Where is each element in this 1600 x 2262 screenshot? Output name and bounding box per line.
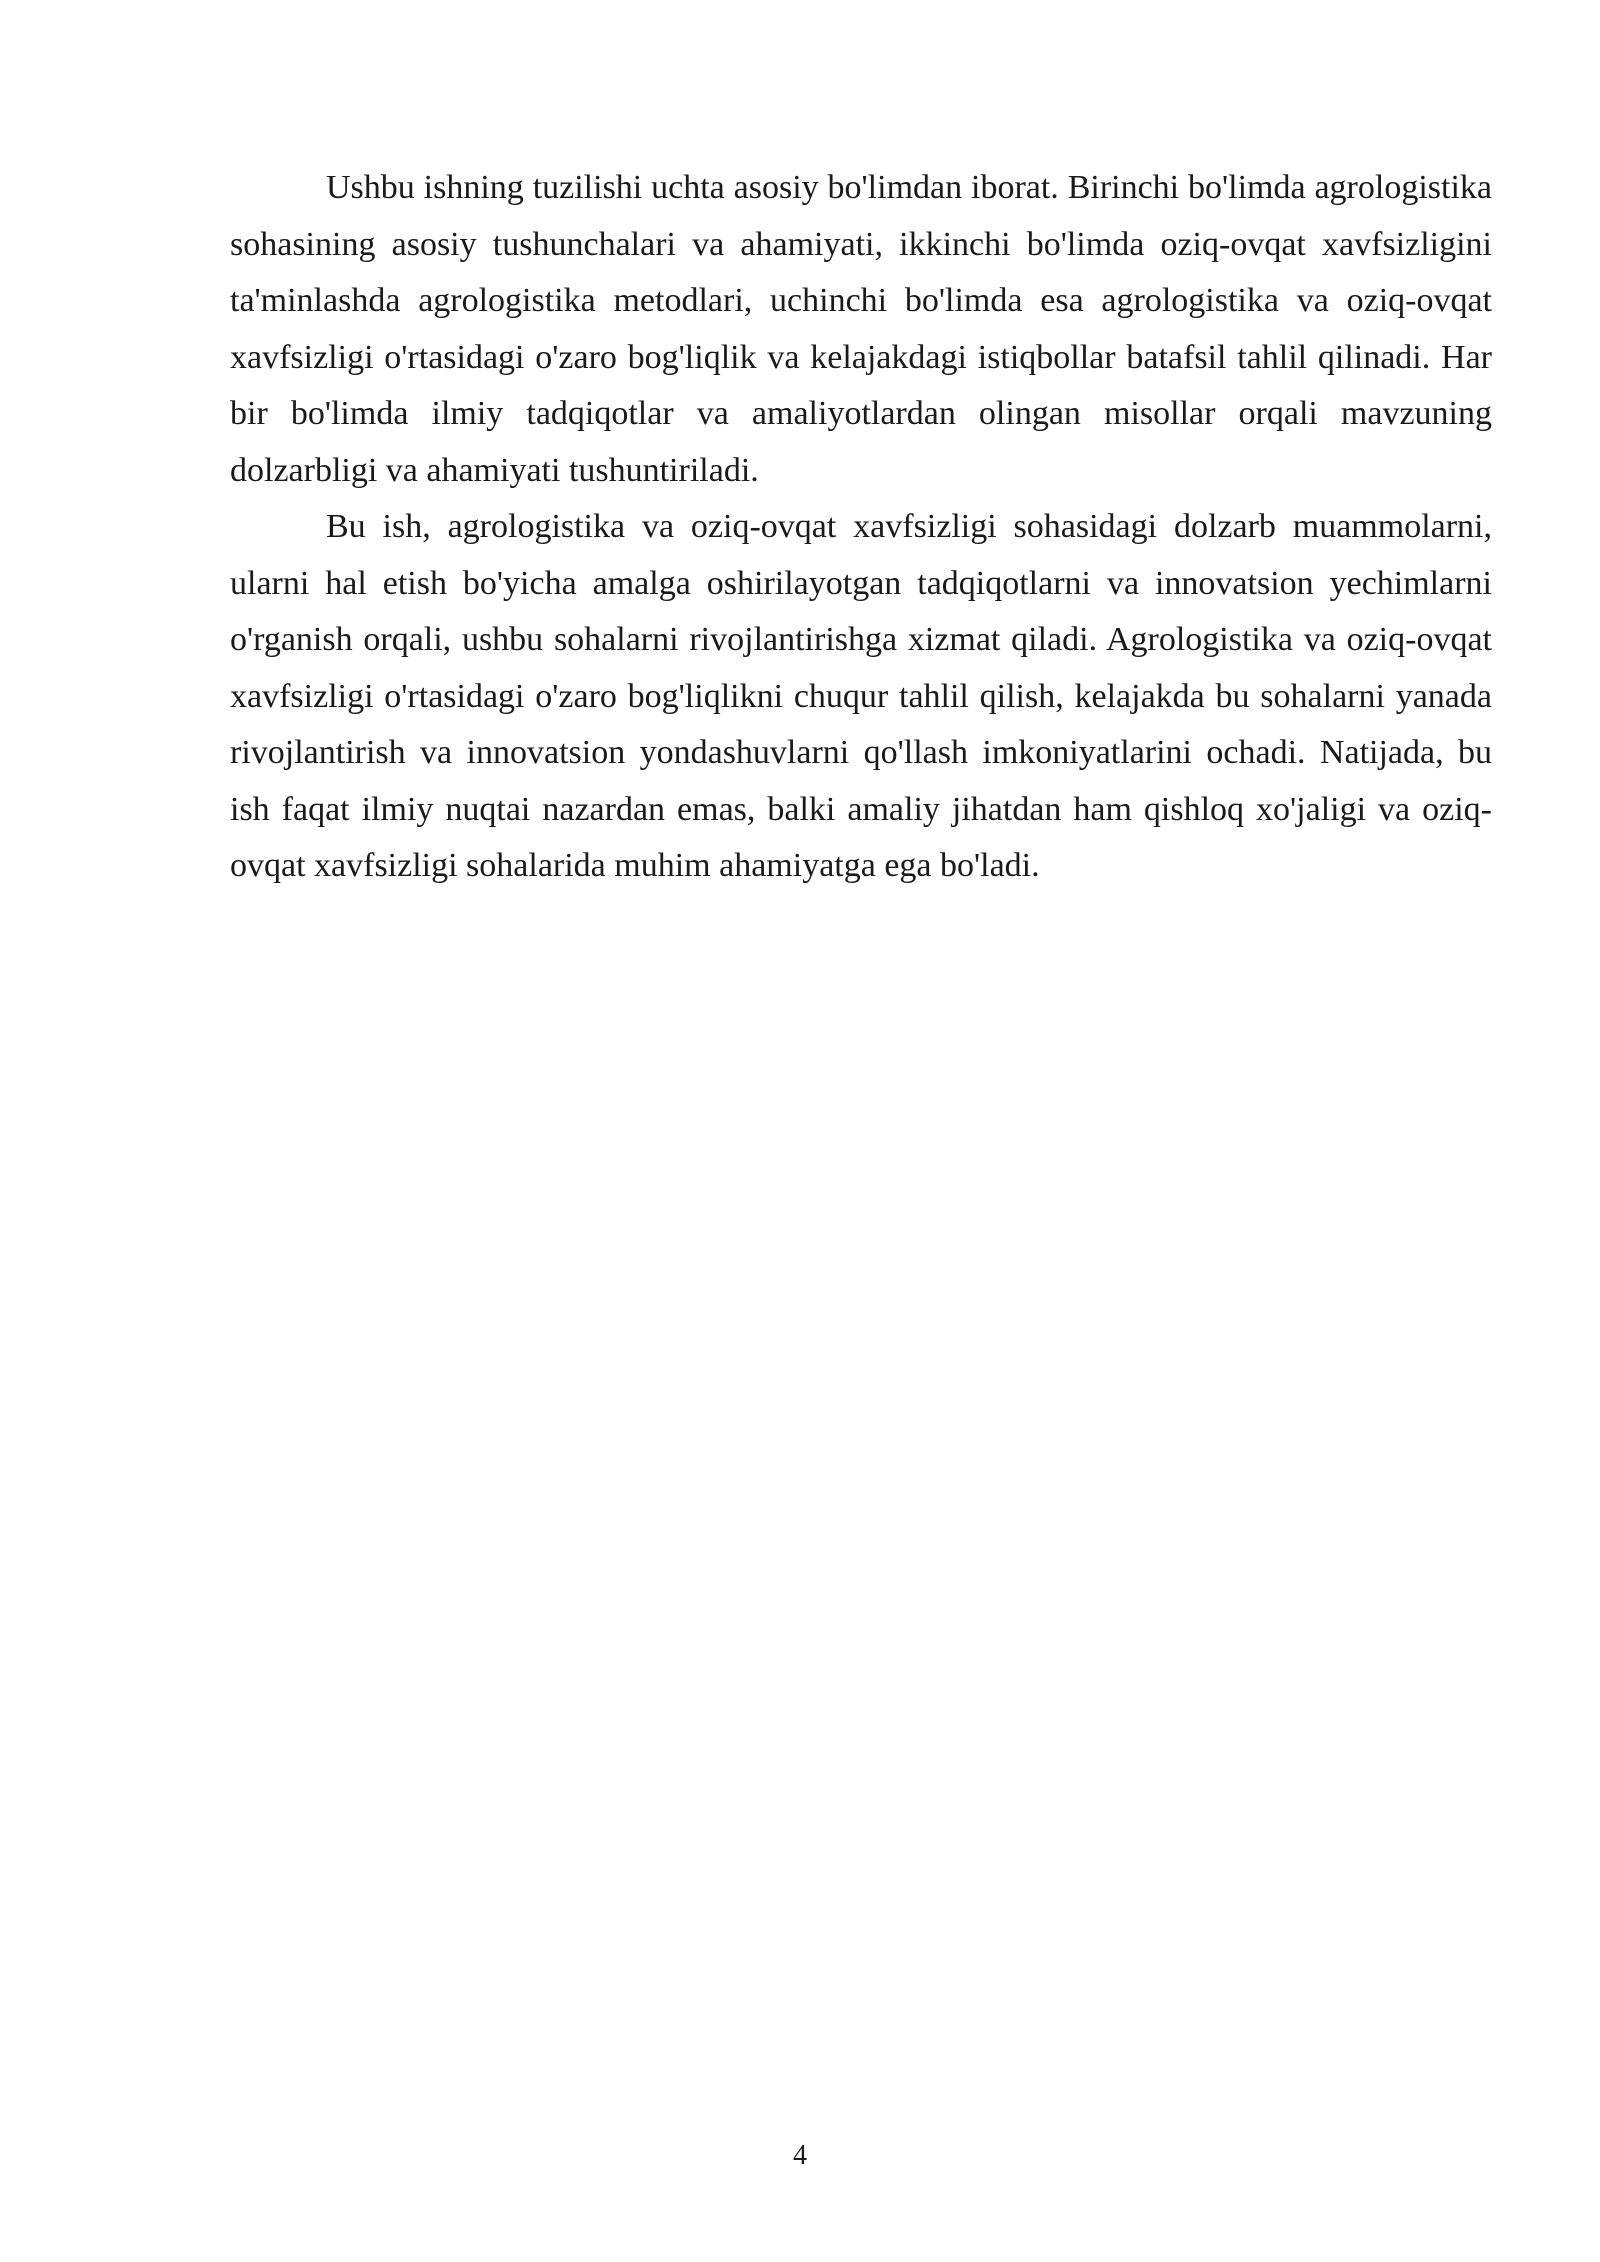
paragraph-purpose: Bu ish, agrologistika va oziq-ovqat xavfsizligi sohasidagi dolzarb muammolarni, ularni hal etish bo'yicha amalga oshirilayotgan tadqiqotlarni va innovatsion yechimlarni o'rganish orqali, ushbu sohalarni rivojlantirishga xizmat qiladi. Agrologistika va oziq-ovqat xavfsizligi o'rtasidagi o'zaro bog'liqlikni chuqur tahlil qilish, kelajakda bu sohalarni yanada rivojlantirish va innovatsion yondashuvlarni qo'llash imkoniyatlarini ochadi. Natijada, bu ish faqat ilmiy nuqtai nazardan emas, balki amaliy jihatdan ham qishloq xo'jaligi va oziq-ovqat xavfsizligi sohalarida muhim ahamiyatga ega bo'ladi.: [230, 508, 1492, 884]
body-text: [230, 160, 1492, 895]
page-number: 4: [793, 2140, 807, 2171]
paragraph-structure: Ushbu ishning tuzilishi uchta asosiy bo'limdan iborat. Birinchi bo'limda agrologistika sohasining asosiy tushunchalari va ahamiyati, ikkinchi bo'limda oziq-ovqat xavfsizligini ta'minlashda agrologistika metodlari, uchinchi bo'limda esa agrologistika va oziq-ovqat xavfsizligi o'rtasidagi o'zaro bog'liqlik va kelajakdagi istiqbollar batafsil tahlil qilinadi. Har bir bo'limda ilmiy tadqiqotlar va amaliyotlardan olingan misollar orqali mavzuning dolzarbligi va ahamiyati tushuntiriladi.: [230, 169, 1492, 489]
